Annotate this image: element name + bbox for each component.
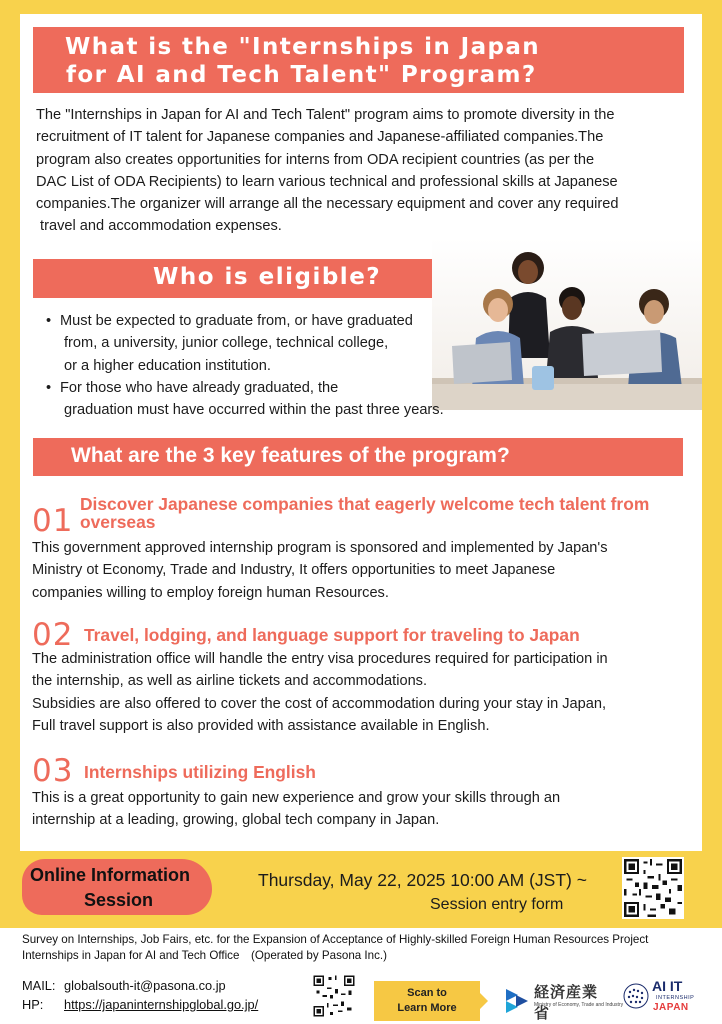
program-title-banner	[33, 27, 684, 93]
feature-line: Subsidies are also offered to cover the cost of accommodation during your stay in Japan,	[32, 695, 607, 712]
features-title: What are the 3 key features of the program?	[71, 444, 510, 467]
footer-note-line: Internships in Japan for AI and Tech Office (Operated by Pasona Inc.)	[22, 949, 387, 962]
globe-icon	[622, 982, 650, 1010]
session-date: Thursday, May 22, 2025 10:00 AM (JST) ~	[258, 870, 587, 890]
session-label	[22, 859, 218, 917]
ai-it-internship-japan-logo	[622, 976, 722, 1022]
program-title-line-2: for AI and Tech Talent" Program?	[66, 62, 537, 88]
bullet-line: from, a university, junior college, technical college,	[64, 335, 389, 352]
bullet-line: Must be expected to graduate from, or have graduated	[60, 313, 413, 329]
feature-title: Travel, lodging, and language support for traveling to Japan	[84, 625, 580, 645]
feature-number: 01	[32, 503, 74, 539]
feature-line: This government approved internship program is sponsored and implemented by Japan's	[32, 540, 608, 556]
feature-title: Internships utilizing English	[84, 762, 316, 782]
eligibility-list	[44, 310, 474, 421]
meti-name: 経済産業省	[534, 984, 599, 1022]
intro-paragraph	[36, 104, 686, 238]
feature-03	[32, 755, 692, 832]
aiit-logo-line-2: INTERNSHIP	[656, 995, 695, 1001]
homepage-link[interactable]: https://japaninternshipglobal.go.jp/	[64, 997, 259, 1012]
intro-line: travel and accommodation expenses.	[36, 218, 282, 235]
feature-01	[32, 495, 692, 604]
feature-line: Ministry ot Economy, Trade and Industry, It offers opportunities to meet Japanese	[32, 562, 556, 579]
meti-subtitle: Ministry of Economy, Trade and Industry	[534, 1002, 624, 1008]
mail-label: MAIL:	[22, 978, 56, 993]
feature-number: 03	[32, 753, 74, 789]
aiit-logo-line-1: AI IT	[652, 978, 683, 994]
bullet-line: For those who have already graduated, the	[60, 379, 339, 396]
feature-number: 02	[32, 617, 74, 653]
mail-link[interactable]: globalsouth-it@pasona.co.jp	[64, 978, 226, 993]
meti-logo	[504, 981, 624, 1022]
feature-title: Discover Japanese companies that eagerly welcome tech talent from overseas	[80, 494, 650, 532]
eligibility-title: Who is eligible?	[153, 264, 382, 290]
intro-line: The "Internships in Japan for AI and Tech Talent" program aims to promote diversity in the	[36, 107, 615, 123]
intro-line: recruitment of IT talent for Japanese companies and Japanese-affiliated companies.The	[36, 129, 604, 146]
scan-label-line-2: Learn More	[397, 1002, 457, 1014]
bullet-line: graduation must have occurred within the past three years.	[64, 402, 444, 419]
aiit-logo-line-3: JAPAN	[653, 1002, 689, 1013]
bullet-line: or a higher education institution.	[64, 357, 271, 374]
session-label-line-2: Session	[84, 890, 154, 910]
feature-body	[32, 648, 692, 737]
feature-line: This is a great opportunity to gain new experience and grow your skills through an	[32, 790, 561, 806]
program-title	[65, 33, 540, 89]
scan-label-line-1: Scan to	[407, 987, 447, 999]
program-title-line-1: What is the "Internships in Japan	[65, 34, 541, 60]
intro-line: program also creates opportunities for interns from ODA recipient countries (as per the	[36, 151, 595, 168]
intro-line: DAC List of ODA Recipients) to learn various technical and professional skills at Japanese	[36, 173, 618, 190]
hp-label: HP:	[22, 997, 44, 1012]
contact-info	[22, 976, 258, 1014]
session-entry-form-label: Session entry form	[430, 896, 564, 913]
session-entry-qr-code[interactable]	[622, 857, 684, 919]
intro-line: companies.The organizer will arrange all the necessary equipment and cover any required	[36, 196, 619, 213]
feature-body	[32, 537, 692, 604]
list-item	[44, 377, 474, 422]
homepage-qr-code[interactable]	[312, 974, 356, 1018]
feature-line: internship at a leading, growing, global tech company in Japan.	[32, 812, 440, 829]
feature-line: companies willing to employ foreign human Resources.	[32, 584, 389, 601]
footer-note-line: Survey on Internships, Job Fairs, etc. for the Expansion of Acceptance of Highly-skilled Foreign Human Resources Project	[22, 933, 649, 946]
list-item	[44, 310, 474, 377]
feature-body	[32, 787, 692, 832]
feature-line: The administration office will handle the entry visa procedures required for participation in	[32, 651, 608, 667]
features-banner	[33, 438, 683, 476]
feature-02	[32, 617, 692, 737]
feature-line: Full travel support is also provided with assistance available in English.	[32, 717, 490, 734]
footer-note	[22, 932, 722, 964]
feature-line: the internship, as well as airline tickets and accommodations.	[32, 673, 428, 690]
scan-to-learn-more-button[interactable]	[374, 981, 480, 1021]
meti-emblem-icon	[504, 985, 530, 1013]
session-label-line-1: Online Information	[30, 865, 190, 885]
